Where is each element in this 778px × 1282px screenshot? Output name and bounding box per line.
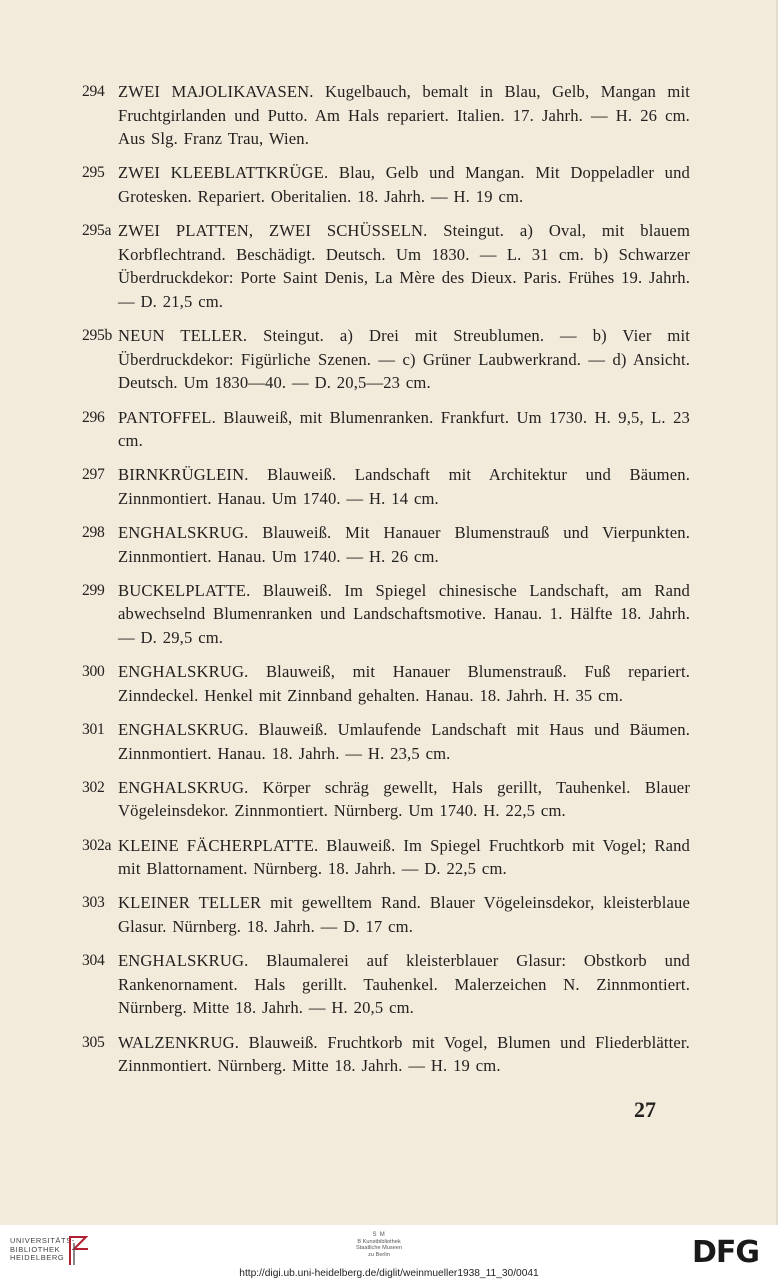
entry-text: KLEINER TELLER mit gewelltem Rand. Blauer Vögeleinsdekor, kleisterblaue Glasur. Nürnberg. 18. Jahrh. — D. 17 cm. [118,893,690,936]
entry-number: 298 [82,524,105,542]
entry-number: 302 [82,778,105,796]
entry-text: ENGHALSKRUG. Körper schräg gewellt, Hals gerillt, Tauhenkel. Blauer Vögeleinsdekor. Zinnmontiert. Nürnberg. Um 1740. H. 22,5 cm. [118,777,690,821]
catalog-entry [78,660,690,707]
catalog-entry [78,579,690,650]
entry-number: 301 [82,721,105,738]
entry-number: 302a [82,836,112,854]
university-logo-line: HEIDELBERG [10,1253,65,1262]
catalog-entry [78,80,690,151]
entry-text: ENGHALSKRUG. Blaumalerei auf kleisterblauer Glasur: Obstkorb und Rankenornament. Hals gerillt. Tauhenkel. Malerzeichen N. Zinnmontiert. Nürnberg. Mitte 18. Jahrh. — H. 20,5 cm. [118,951,690,1018]
stamp-line: zu Berlin [368,1251,390,1258]
entry-number: 295b [82,327,112,345]
entry-number: 303 [82,894,105,912]
entry-text: BUCKELPLATTE. Blauweiß. Im Spiegel chinesische Landschaft, am Rand abwechselnd Blumenranken und Landschaftsmotive. Hanau. 1. Hälfte 18. Jahrh. — D. 29,5 cm. [118,580,690,648]
catalog-entry [78,463,690,510]
museum-stamp [356,1232,402,1258]
catalog-entries [78,80,690,1088]
page-number: 27 [634,1097,656,1122]
entry-number: 297 [82,466,105,484]
entry-number: 299 [82,581,105,599]
entry-text: BIRNKRÜGLEIN. Blauweiß. Landschaft mit Architektur und Bäumen. Zinnmontiert. Hanau. Um 1740. — H. 14 cm. [118,465,690,508]
entry-text: WALZENKRUG. Blauweiß. Fruchtkorb mit Vogel, Blumen und Fliederblätter. Zinnmontiert. Nürnberg. Mitte 18. Jahrh. — H. 19 cm. [118,1032,690,1076]
entry-number: 295 [82,164,105,182]
catalog-entry [78,834,690,881]
entry-text: ZWEI MAJOLIKAVASEN. Kugelbauch, bemalt in Blau, Gelb, Mangan mit Fruchtgirlanden und Putto. Am Hals repariert. Italien. 17. Jahrh. — H. 26 cm. Aus Slg. Franz Trau, Wien. [118,82,690,149]
entry-number: 296 [82,408,105,426]
entry-text: ENGHALSKRUG. Blauweiß. Umlaufende Landschaft mit Haus und Bäumen. Zinnmontiert. Hanau. 18. Jahrh. — H. 23,5 cm. [118,720,690,763]
entry-number: 304 [82,952,105,970]
entry-text: ENGHALSKRUG. Blauweiß, mit Hanauer Blumenstrauß. Fuß repariert. Zinndeckel. Henkel mit Zinnband gehalten. Hanau. 18. Jahrh. H. 35 cm. [118,662,690,705]
catalog-entry [78,406,690,453]
stamp-line: Staatliche Museen [356,1245,403,1252]
catalog-entry [78,718,690,765]
library-emblem-icon [66,1233,92,1267]
entry-text: NEUN TELLER. Steingut. a) Drei mit Streublumen. — b) Vier mit Überdruckdekor: Figürliche Szenen. — c) Grüner Laubwerkrand. — d) Ansicht. Deutsch. Um 1830—40. — D. 20,5—23 cm. [118,326,690,393]
catalog-entry [78,776,690,823]
university-logo-line: UNIVERSITÄTS- [10,1236,75,1245]
entry-text: PANTOFFEL. Blauweiß, mit Blumenranken. Frankfurt. Um 1730. H. 9,5, L. 23 cm. [118,407,690,451]
entry-text: KLEINE FÄCHERPLATTE. Blauweiß. Im Spiegel Fruchtkorb mit Vogel; Rand mit Blattornament. Nürnberg. 18. Jahrh. — D. 22,5 cm. [118,835,690,879]
entry-text: ZWEI KLEEBLATTKRÜGE. Blau, Gelb und Mangan. Mit Doppeladler und Grotesken. Repariert. Oberitalien. 18. Jahrh. — H. 19 cm. [118,163,690,206]
catalog-entry [78,949,690,1020]
entry-text: ENGHALSKRUG. Blauweiß. Mit Hanauer Blumenstrauß und Vierpunkten. Zinnmontiert. Hanau. Um 1740. — H. 26 cm. [118,523,690,566]
entry-text: ZWEI PLATTEN, ZWEI SCHÜSSELN. Steingut. a) Oval, mit blauem Korbflechtrand. Beschädigt. Deutsch. Um 1830. — L. 31 cm. b) Schwarzer Überdruckdekor: Porte Saint Denis, La Mère des Dieux. Paris. Frühes 19. Jahrh. — D. 21,5 cm. [118,221,690,311]
footer-bar [0,1225,778,1282]
catalog-entry [78,219,690,313]
university-logo-line: BIBLIOTHEK [10,1244,61,1254]
entry-number: 305 [82,1033,105,1051]
stamp-line: B Kunstbibliothek [357,1238,401,1245]
catalog-entry [78,161,690,208]
catalog-entry [78,521,690,568]
entry-number: 295a [82,222,112,240]
catalog-entry [78,324,690,395]
stamp-line: S M [372,1232,386,1238]
catalog-entry [78,1031,690,1078]
permalink-url[interactable]: http://digi.ub.uni-heidelberg.de/diglit/weinmueller1938_11_30/0041 [239,1268,539,1279]
entry-number: 294 [82,83,105,100]
entry-number: 300 [82,663,105,681]
dfg-logo[interactable]: DFG [692,1235,760,1270]
catalog-entry [78,891,690,938]
